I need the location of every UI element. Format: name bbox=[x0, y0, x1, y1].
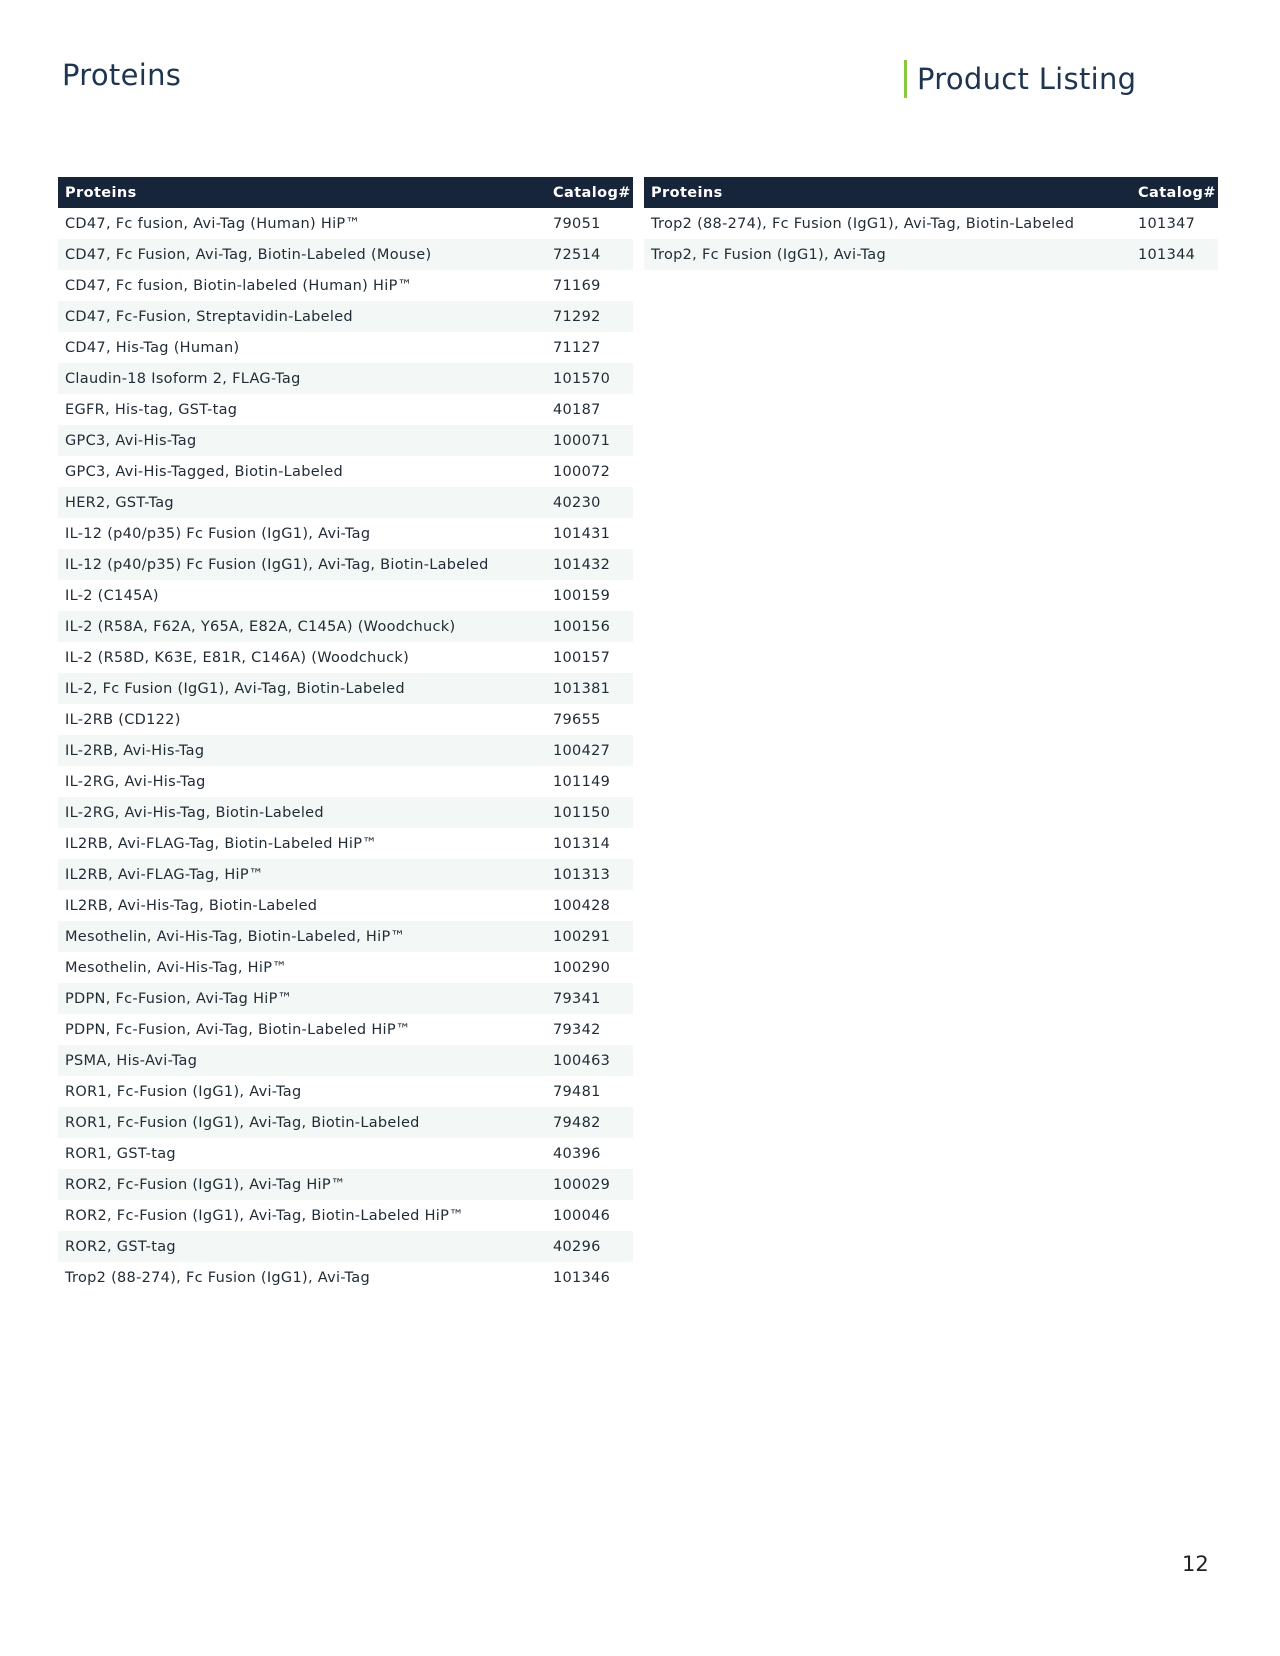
catalog-number-cell: 79341 bbox=[546, 983, 633, 1014]
table-row bbox=[58, 1107, 633, 1138]
protein-name-cell: Claudin-18 Isoform 2, FLAG-Tag bbox=[58, 363, 546, 394]
protein-name-cell: CD47, His-Tag (Human) bbox=[65, 339, 240, 356]
protein-name-cell: IL-12 (p40/p35) Fc Fusion (IgG1), Avi-Tag, Biotin-Labeled bbox=[58, 549, 546, 580]
protein-name-cell: PDPN, Fc-Fusion, Avi-Tag HiP™ bbox=[58, 983, 546, 1014]
catalog-number-cell: 100427 bbox=[546, 735, 633, 766]
table-row bbox=[58, 301, 633, 332]
protein-name-cell: IL-2 (C145A) bbox=[65, 587, 159, 604]
table-row bbox=[58, 890, 633, 921]
catalog-number-cell: 101432 bbox=[546, 549, 633, 580]
table-row bbox=[58, 1262, 633, 1293]
catalog-number-cell: 100291 bbox=[546, 921, 633, 952]
table-row bbox=[58, 394, 633, 425]
protein-name-cell: CD47, Fc Fusion, Avi-Tag, Biotin-Labeled (Mouse) bbox=[58, 239, 546, 270]
catalog-number-cell: 100029 bbox=[546, 1169, 633, 1200]
table-row bbox=[58, 1200, 633, 1231]
table-body bbox=[58, 208, 633, 1293]
table-row bbox=[58, 1014, 633, 1045]
protein-name-cell: GPC3, Avi-His-Tag bbox=[58, 425, 546, 456]
table-row bbox=[58, 859, 633, 890]
protein-name-cell: ROR1, Fc-Fusion (IgG1), Avi-Tag, Biotin-Labeled bbox=[58, 1107, 546, 1138]
catalog-number-cell: 72514 bbox=[546, 239, 633, 270]
protein-name-cell: IL2RB, Avi-FLAG-Tag, Biotin-Labeled HiP™ bbox=[65, 835, 378, 852]
table-row bbox=[58, 828, 633, 859]
table-row bbox=[58, 735, 633, 766]
catalog-number-cell: 100159 bbox=[553, 587, 611, 604]
catalog-number-cell: 101381 bbox=[546, 673, 633, 704]
section-title: Proteins bbox=[62, 58, 182, 92]
page-number: 12 bbox=[1182, 1552, 1209, 1576]
table-header-row bbox=[644, 177, 1218, 208]
table-row bbox=[58, 983, 633, 1014]
catalog-number-cell: 101150 bbox=[546, 797, 633, 828]
catalog-number-cell: 100156 bbox=[546, 611, 633, 642]
table-row bbox=[58, 1045, 633, 1076]
protein-name-cell: PSMA, His-Avi-Tag bbox=[58, 1045, 546, 1076]
catalog-number-cell: 100071 bbox=[546, 425, 633, 456]
table-row bbox=[58, 1169, 633, 1200]
protein-name-cell: CD47, Fc fusion, Avi-Tag (Human) HiP™ bbox=[65, 215, 361, 232]
catalog-number-cell: 79051 bbox=[553, 215, 601, 232]
catalog-number-cell: 40296 bbox=[546, 1231, 633, 1262]
table-row bbox=[58, 797, 633, 828]
table-row bbox=[58, 921, 633, 952]
table-row bbox=[58, 580, 633, 611]
table-row bbox=[58, 208, 633, 239]
catalog-number-cell: 79482 bbox=[546, 1107, 633, 1138]
protein-name-cell: IL2RB, Avi-FLAG-Tag, HiP™ bbox=[58, 859, 546, 890]
protein-name-cell: Trop2 (88-274), Fc Fusion (IgG1), Avi-Tag, Biotin-Labeled bbox=[651, 215, 1075, 232]
catalog-number-cell: 101313 bbox=[546, 859, 633, 890]
table-row bbox=[58, 487, 633, 518]
protein-name-cell: IL-2RB, Avi-His-Tag bbox=[58, 735, 546, 766]
catalog-number-cell: 100072 bbox=[553, 463, 611, 480]
catalog-number-cell: 71169 bbox=[553, 277, 601, 294]
protein-name-cell: IL-2 (R58D, K63E, E81R, C146A) (Woodchuck) bbox=[65, 649, 410, 666]
table-row bbox=[58, 549, 633, 580]
table-row bbox=[58, 239, 633, 270]
table-row bbox=[644, 208, 1218, 239]
column-header-proteins: Proteins bbox=[644, 177, 1131, 208]
protein-name-cell: Trop2 (88-274), Fc Fusion (IgG1), Avi-Tag bbox=[65, 1269, 370, 1286]
protein-name-cell: EGFR, His-tag, GST-tag bbox=[65, 401, 238, 418]
catalog-number-cell: 40230 bbox=[546, 487, 633, 518]
column-header-catalog: Catalog# bbox=[1131, 177, 1218, 208]
table-row bbox=[58, 766, 633, 797]
table-row bbox=[58, 673, 633, 704]
catalog-number-cell: 100463 bbox=[546, 1045, 633, 1076]
protein-name-cell: IL-2 (R58A, F62A, Y65A, E82A, C145A) (Woodchuck) bbox=[58, 611, 546, 642]
protein-name-cell: HER2, GST-Tag bbox=[58, 487, 546, 518]
catalog-number-cell: 79481 bbox=[553, 1083, 601, 1100]
catalog-number-cell: 100157 bbox=[553, 649, 611, 666]
catalog-number-cell: 101314 bbox=[553, 835, 611, 852]
protein-name-cell: ROR1, GST-tag bbox=[65, 1145, 176, 1162]
catalog-number-cell: 79342 bbox=[553, 1021, 601, 1038]
protein-name-cell: CD47, Fc fusion, Biotin-labeled (Human) HiP™ bbox=[65, 277, 413, 294]
table-row bbox=[58, 363, 633, 394]
catalog-number-cell: 101149 bbox=[553, 773, 611, 790]
table-row bbox=[58, 332, 633, 363]
column-header-proteins: Proteins bbox=[58, 177, 546, 208]
catalog-number-cell: 101344 bbox=[1131, 239, 1218, 270]
table-row bbox=[58, 704, 633, 735]
page-heading: Product Listing bbox=[904, 60, 1136, 98]
protein-name-cell: IL2RB, Avi-His-Tag, Biotin-Labeled bbox=[65, 897, 318, 914]
table-row bbox=[58, 456, 633, 487]
protein-name-cell: ROR1, Fc-Fusion (IgG1), Avi-Tag bbox=[65, 1083, 302, 1100]
product-table-right bbox=[644, 177, 1218, 270]
protein-name-cell: IL-2, Fc Fusion (IgG1), Avi-Tag, Biotin-Labeled bbox=[58, 673, 546, 704]
catalog-number-cell: 100046 bbox=[553, 1207, 611, 1224]
table-row bbox=[58, 518, 633, 549]
catalog-number-cell: 40396 bbox=[553, 1145, 601, 1162]
protein-name-cell: Mesothelin, Avi-His-Tag, HiP™ bbox=[65, 959, 288, 976]
table-row bbox=[58, 952, 633, 983]
table-row bbox=[58, 642, 633, 673]
catalog-number-cell: 71127 bbox=[553, 339, 601, 356]
catalog-number-cell: 100290 bbox=[553, 959, 611, 976]
column-header-catalog: Catalog# bbox=[546, 177, 633, 208]
catalog-number-cell: 101346 bbox=[553, 1269, 611, 1286]
catalog-number-cell: 101570 bbox=[546, 363, 633, 394]
protein-name-cell: IL-2RG, Avi-His-Tag, Biotin-Labeled bbox=[58, 797, 546, 828]
catalog-number-cell: 100428 bbox=[553, 897, 611, 914]
protein-name-cell: GPC3, Avi-His-Tagged, Biotin-Labeled bbox=[65, 463, 343, 480]
protein-name-cell: ROR2, GST-tag bbox=[58, 1231, 546, 1262]
protein-name-cell: PDPN, Fc-Fusion, Avi-Tag, Biotin-Labeled HiP™ bbox=[65, 1021, 411, 1038]
protein-name-cell: IL-12 (p40/p35) Fc Fusion (IgG1), Avi-Tag bbox=[65, 525, 371, 542]
protein-name-cell: ROR2, Fc-Fusion (IgG1), Avi-Tag HiP™ bbox=[58, 1169, 546, 1200]
table-row bbox=[58, 611, 633, 642]
catalog-number-cell: 71292 bbox=[546, 301, 633, 332]
protein-name-cell: IL-2RG, Avi-His-Tag bbox=[65, 773, 206, 790]
table-row bbox=[644, 239, 1218, 270]
table-row bbox=[58, 270, 633, 301]
table-row bbox=[58, 1231, 633, 1262]
catalog-number-cell: 79655 bbox=[553, 711, 601, 728]
table-body bbox=[644, 208, 1218, 270]
table-row bbox=[58, 1138, 633, 1169]
protein-name-cell: Mesothelin, Avi-His-Tag, Biotin-Labeled, HiP™ bbox=[58, 921, 546, 952]
catalog-number-cell: 101431 bbox=[553, 525, 611, 542]
protein-name-cell: Trop2, Fc Fusion (IgG1), Avi-Tag bbox=[644, 239, 1131, 270]
catalog-number-cell: 101347 bbox=[1138, 215, 1196, 232]
protein-name-cell: ROR2, Fc-Fusion (IgG1), Avi-Tag, Biotin-Labeled HiP™ bbox=[65, 1207, 464, 1224]
product-table-left bbox=[58, 177, 633, 1293]
catalog-number-cell: 40187 bbox=[553, 401, 601, 418]
table-header-row bbox=[58, 177, 633, 208]
protein-name-cell: CD47, Fc-Fusion, Streptavidin-Labeled bbox=[58, 301, 546, 332]
table-row bbox=[58, 1076, 633, 1107]
protein-name-cell: IL-2RB (CD122) bbox=[65, 711, 181, 728]
table-row bbox=[58, 425, 633, 456]
